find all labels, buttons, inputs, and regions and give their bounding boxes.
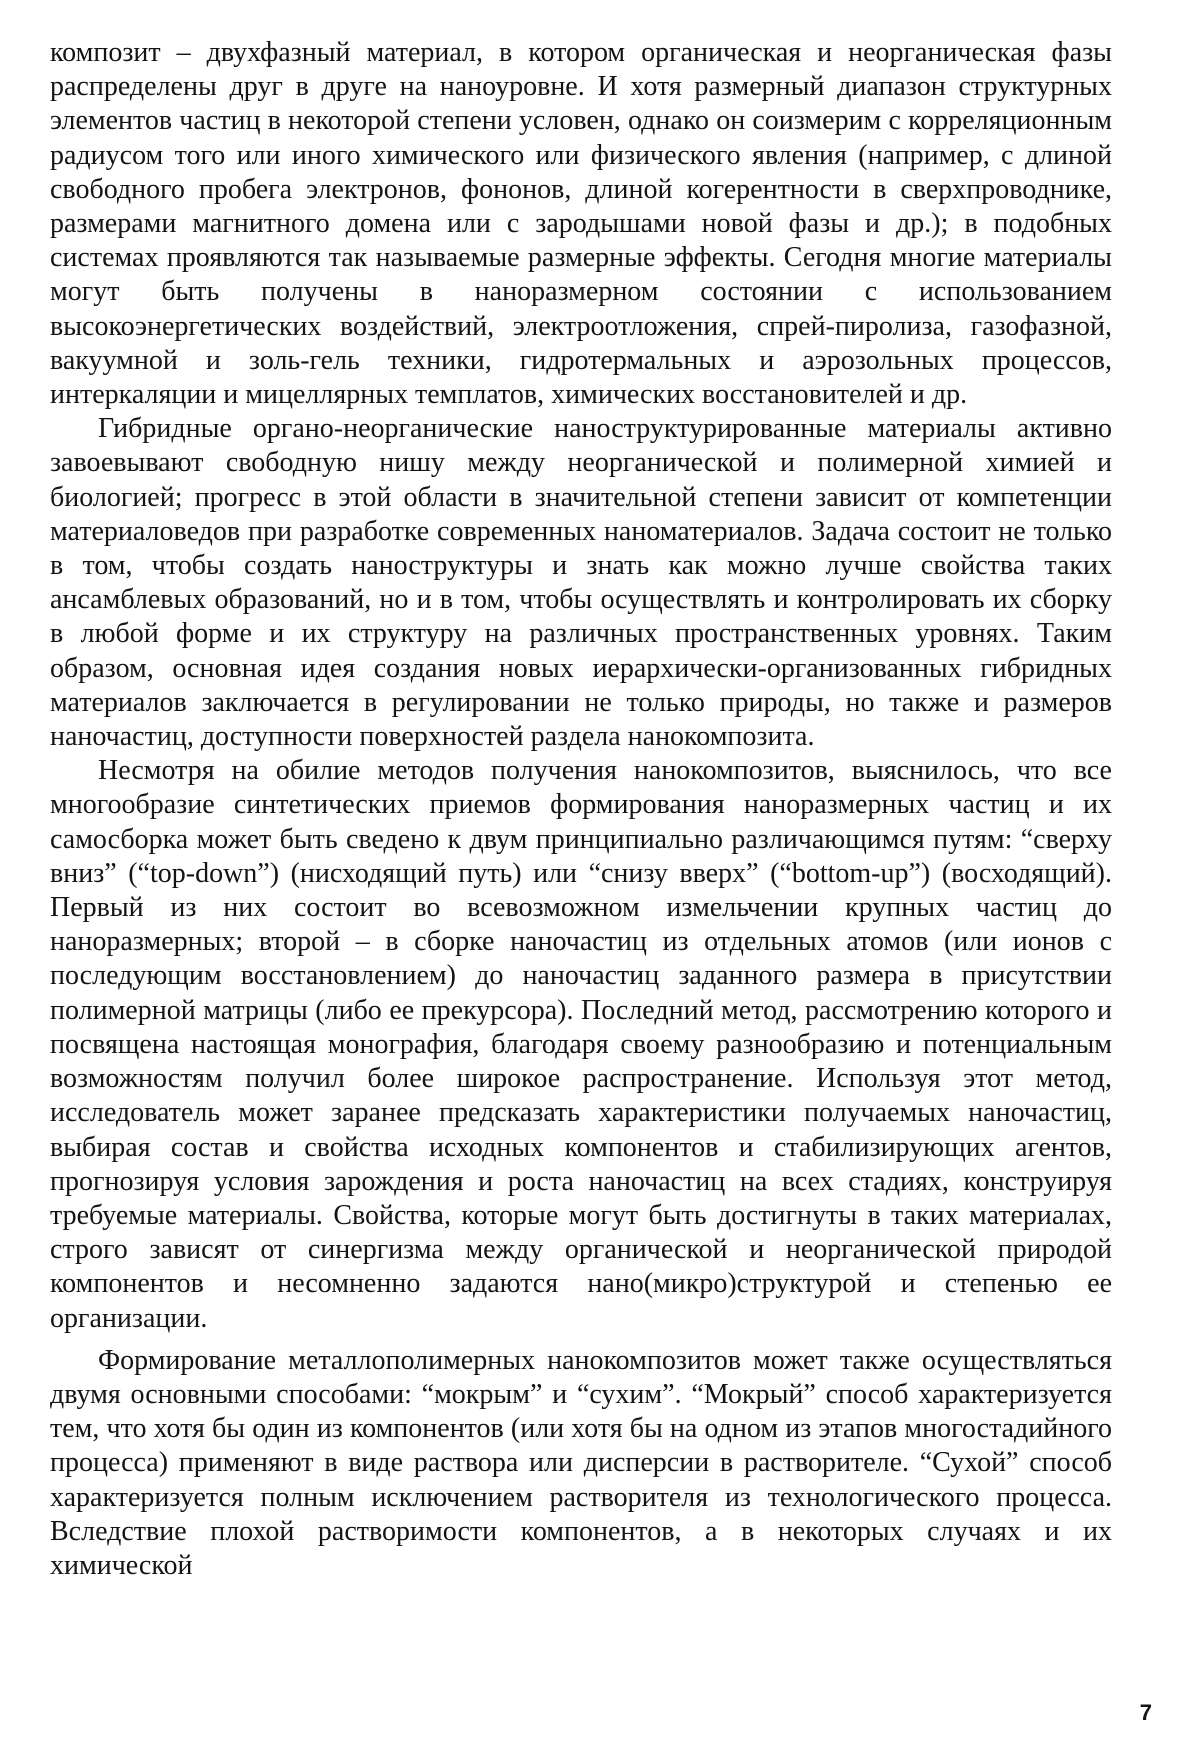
paragraph-3: Несмотря на обилие методов получения нанокомпозитов, выяснилось, что все многообразие синтетических приемов формирования наноразмерных частиц и их самосборка может быть сведено к двум принципиально различающимся путям: “сверху вниз” (“top-down”) (нисходящий путь) или “снизу вверх” (“bottom-up”) (восходящий). Первый из них состоит во всевозможном измельчении крупных частиц до наноразмерных; второй – в сборке наночастиц из отдельных атомов (или ионов с последующим восстановлением) до наночастиц заданного размера в присутствии полимерной матрицы (либо ее прекурсора). Последний метод, рассмотрению которого и посвящена настоящая монография, благодаря своему разнообразию и потенциальным возможностям получил более широкое распространение. Используя этот метод, исследователь может заранее предсказать характеристики получаемых наночастиц, выбирая состав и свойства исходных компонентов и стабилизирующих агентов, прогнозируя условия зарождения и роста наночастиц на всех стадиях, конструируя требуемые материалы. Свойства, которые могут быть достигнуты в таких материалах, строго зависят от синергизма между органической и неорганической природой компонентов и несомненно задаются нано(микро)структурой и степенью ее организации. xyxy=(50,755,1112,1334)
page-body xyxy=(50,36,1112,1583)
paragraph-2: Гибридные органо-неорганические наноструктурированные материалы активно завоевывают свободную нишу между неорганической и полимерной химией и биологией; прогресс в этой области в значительной степени зависит от компетенции материаловедов при разработке современных наноматериалов. Задача состоит не только в том, чтобы создать наноструктуры и знать как можно лучше свойства таких ансамблевых образований, но и в том, чтобы осуществлять и контролировать их сборку в любой форме и их структуру на различных пространственных уровнях. Таким образом, основная идея создания новых иерархически-организованных гибридных материалов заключается в регулировании не только природы, но также и размеров наночастиц, доступности поверхностей раздела нанокомпозита. xyxy=(50,413,1112,753)
paragraph-1: композит – двухфазный материал, в котором органическая и неорганическая фазы распределены друг в друге на наноуровне. И хотя размерный диапазон структурных элементов частиц в некоторой степени условен, однако он соизмерим с корреляционным радиусом того или иного химического или физического явления (например, с длиной свободного пробега электронов, фононов, длиной когерентности в сверхпроводнике, размерами магнитного домена или с зародышами новой фазы и др.); в подобных системах проявляются так называемые размерные эффекты. Сегодня многие материалы могут быть получены в наноразмерном состоянии с использованием высокоэнергетических воздействий, электроотложения, спрей-пиролиза, газофазной, вакуумной и золь-гель техники, гидротермальных и аэрозольных процессов, интеркаляции и мицеллярных темплатов, химических восстановителей и др. xyxy=(50,37,1112,411)
page-number: 7 xyxy=(1139,1700,1152,1725)
paragraph-4: Формирование металлополимерных нанокомпозитов может также осуществляться двумя основными способами: “мокрым” и “сухим”. “Мокрый” способ характеризуется тем, что хотя бы один из компонентов (или хотя бы на одном из этапов многостадийного процесса) применяют в виде раствора или дисперсии в растворителе. “Сухой” способ характеризуется полным исключением растворителя из технологического процесса. Вследствие плохой растворимости компонентов, а в некоторых случаях и их химической xyxy=(50,1344,1112,1581)
